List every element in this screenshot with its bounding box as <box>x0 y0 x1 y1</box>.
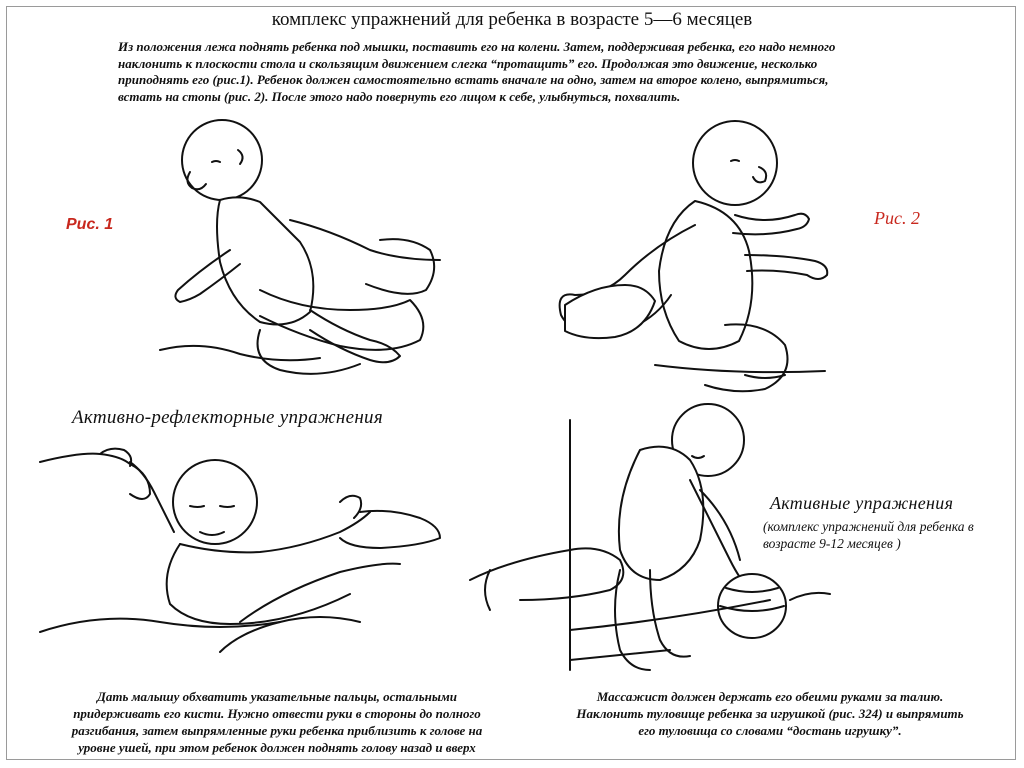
intro-line: наклонить к плоскости стола и скользящим движением слегка “протащить” его. Продолжая это движение, несколько <box>118 55 818 71</box>
intro-line: Из положения лежа поднять ребенка под мышки, поставить его на колени. Затем, поддерживая ребенка, его надо немного <box>118 39 836 54</box>
page-title: комплекс упражнений для ребенка в возрасте 5—6 месяцев <box>271 9 753 30</box>
illustration-baby-kneeling <box>160 110 460 390</box>
caption-line: его туловища со словами “достань игрушку”. <box>638 723 902 738</box>
active-note-line: (комплекс упражнений для ребенка в <box>763 519 974 534</box>
figure-1-label: Рис. 1 <box>66 216 114 233</box>
section-heading-active-reflex: Активно-рефлекторные упражнения <box>72 407 383 428</box>
caption-line: Дать малышу обхватить указательные пальцы, остальными <box>96 689 458 704</box>
figure-2-label: Рис. 2 <box>874 208 920 228</box>
caption-line: уровне ушей, при этом ребенок должен поднять голову назад и вверх <box>78 740 476 755</box>
illustration-baby-standing-up <box>545 105 845 390</box>
caption-right <box>540 688 1000 739</box>
active-note <box>763 518 1013 552</box>
intro-line: встать на стопы (рис. 2). После этого надо повернуть его лицом к себе, улыбнуться, похвалить. <box>118 88 681 104</box>
illustration-baby-grasping-fingers <box>40 432 440 682</box>
intro-line: приподнять его (рис.1). Ребенок должен самостоятельно встать вначале на одно, затем на второе колено, выпрямиться, <box>118 72 829 87</box>
caption-line: разгибания, затем выпрямленные руки ребенка приблизить к голове на <box>71 723 483 738</box>
section-heading-active: Активные упражнения <box>770 493 954 513</box>
caption-line: придерживать его кисти. Нужно отвести руки в стороны до полного <box>73 706 481 721</box>
active-note-line: возрасте 9-12 месяцев ) <box>763 536 901 551</box>
intro-paragraph <box>118 39 930 105</box>
caption-left <box>42 688 512 756</box>
caption-line: Массажист должен держать его обеими руками за талию. <box>596 689 944 704</box>
caption-line: Наклонить туловище ребенка за игрушкой (рис. 324) и выпрямить <box>576 706 964 721</box>
